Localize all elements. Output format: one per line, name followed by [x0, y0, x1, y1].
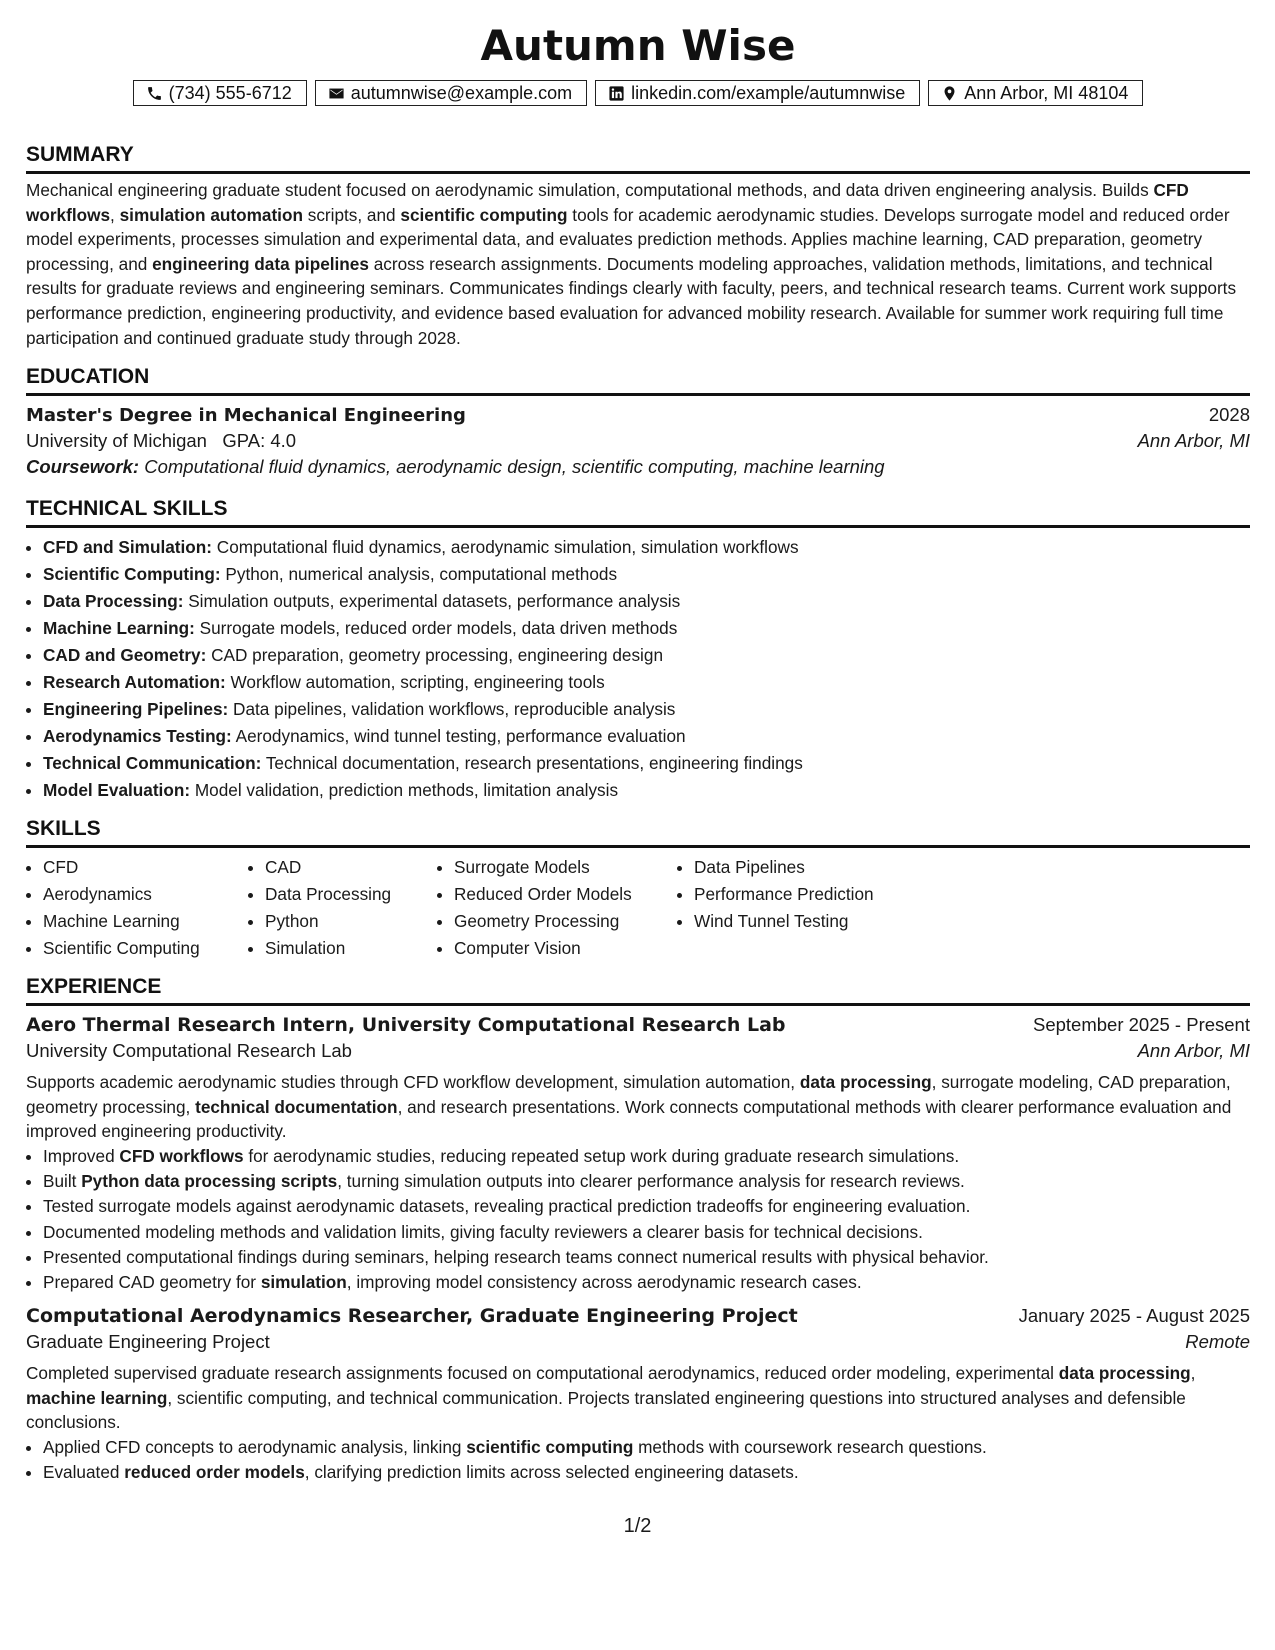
job-bullet-bold: simulation	[260, 1271, 347, 1292]
skill-item: • CFD	[43, 854, 248, 881]
gpa: GPA: 4.0	[222, 430, 297, 452]
technical-skill-item	[43, 696, 1250, 723]
skill-item: • Reduced Order Models	[454, 881, 677, 908]
job-dates: September 2025 - Present	[1033, 1014, 1250, 1036]
job-bullet-bold: CFD workflows	[119, 1145, 244, 1166]
skills-grid	[26, 854, 1250, 962]
skill-item: • Aerodynamics	[43, 881, 248, 908]
technical-skills-heading: TECHNICAL SKILLS	[26, 496, 1250, 528]
degree-row	[26, 404, 1250, 426]
job-bullet-bold: Python data processing scripts	[81, 1171, 338, 1192]
job-bullet	[43, 1144, 1250, 1169]
experience-section	[26, 974, 1250, 1485]
job-bullet-bold: reduced order models	[124, 1462, 305, 1483]
skill-category: Scientific Computing:	[43, 564, 221, 585]
summary-text: across research assignments. Documents modeling approaches, validation methods, limitations, and technical results for graduate reviews and engineering seminars. Communicates findings clearly with faculty, peers, and technical research teams. Current work supports performance prediction, engineering productivity, and evidence based evaluation for advanced mobility research. Available for summer work requiring full time participation and continued graduate study through 2028.	[26, 253, 1237, 348]
technical-skill-item	[43, 750, 1250, 777]
phone-icon	[146, 85, 163, 102]
skills-heading: SKILLS	[26, 816, 1250, 848]
job-summary-bold: technical documentation	[195, 1096, 398, 1117]
job-location: Ann Arbor, MI	[1137, 1040, 1250, 1062]
skill-category: Aerodynamics Testing:	[43, 726, 232, 747]
phone-text: (734) 555-6712	[168, 82, 292, 103]
skills-section	[26, 816, 1250, 962]
skill-category: CFD and Simulation:	[43, 537, 213, 558]
job-bullet-text: Evaluated	[43, 1462, 125, 1483]
degree-name: Master's Degree in Mechanical Engineering	[26, 405, 466, 427]
skills-column	[677, 854, 924, 962]
technical-skill-item	[43, 588, 1250, 615]
job-organization: Graduate Engineering Project	[26, 1331, 270, 1353]
job-header	[26, 1014, 1250, 1036]
skill-item: • Machine Learning	[43, 908, 248, 935]
email-contact[interactable]	[315, 80, 587, 106]
job-bullet-text: methods with coursework research questions.	[633, 1436, 987, 1457]
summary-text	[26, 178, 1250, 350]
graduation-year: 2028	[1208, 404, 1250, 426]
technical-skill-item	[43, 642, 1250, 669]
summary-text: Mechanical engineering graduate student focused on aerodynamic simulation, computational methods, and data driven engineering analysis. Builds	[26, 180, 1154, 200]
job-bullet-text: , improving model consistency across aerodynamic research cases.	[346, 1271, 862, 1292]
technical-skill-item	[43, 777, 1250, 804]
job-org-row	[26, 1040, 1250, 1062]
technical-skill-item	[43, 561, 1250, 588]
education-section	[26, 364, 1250, 478]
job-bullet-text: Presented computational findings during seminars, helping research teams connect numerical results with physical behavior.	[43, 1246, 989, 1267]
summary-bold: scientific computing	[400, 204, 568, 225]
summary-section	[26, 142, 1250, 350]
skill-category: Data Processing:	[43, 591, 184, 612]
skill-item: • Geometry Processing	[454, 908, 677, 935]
skill-details: Technical documentation, research presentations, engineering findings	[261, 753, 803, 774]
coursework-list: Computational fluid dynamics, aerodynamic design, scientific computing, machine learning	[144, 456, 885, 478]
education-heading: EDUCATION	[26, 364, 1250, 396]
skill-item: • Data Pipelines	[694, 854, 924, 881]
map-pin-icon	[941, 85, 958, 102]
resume-page	[26, 20, 1250, 1485]
skill-details: Surrogate models, reduced order models, data driven methods	[194, 618, 678, 639]
skill-item: • Python	[265, 908, 437, 935]
linkedin-text: linkedin.com/example/autumnwise	[631, 82, 906, 103]
email-text: autumnwise@example.com	[350, 82, 573, 103]
skill-item: • Wind Tunnel Testing	[694, 908, 924, 935]
job-summary-text: ,	[1190, 1363, 1196, 1384]
job-title: Computational Aerodynamics Researcher, Graduate Engineering Project	[26, 1305, 798, 1328]
skill-item: • Performance Prediction	[694, 881, 924, 908]
location-contact	[928, 80, 1143, 106]
skill-category: Technical Communication:	[43, 753, 262, 774]
skills-column	[248, 854, 437, 962]
job-bullet-text: Improved	[43, 1145, 120, 1166]
experience-heading: EXPERIENCE	[26, 974, 1250, 1006]
envelope-icon	[328, 85, 345, 102]
school-name: University of Michigan	[26, 430, 207, 452]
linkedin-contact[interactable]	[595, 80, 920, 106]
job-summary-text: , surrogate modeling, CAD preparation, geometry processing,	[26, 1072, 1231, 1117]
job-entry	[26, 1014, 1250, 1295]
job-summary-bold: data processing	[1058, 1363, 1191, 1384]
skill-category: Machine Learning:	[43, 618, 195, 639]
skill-details: Aerodynamics, wind tunnel testing, performance evaluation	[231, 726, 686, 747]
job-bullet	[43, 1220, 1250, 1245]
school-info	[26, 430, 296, 452]
job-summary	[26, 1070, 1250, 1144]
skills-column	[437, 854, 677, 962]
candidate-name: Autumn Wise	[480, 21, 796, 70]
summary-text: scripts, and	[302, 204, 401, 225]
skill-item: • Surrogate Models	[454, 854, 677, 881]
skill-details: CAD preparation, geometry processing, engineering design	[206, 645, 663, 666]
skill-item: • Data Processing	[265, 881, 437, 908]
job-bullet-text: for aerodynamic studies, reducing repeated setup work during graduate research simulations.	[243, 1145, 960, 1166]
skill-item: • CAD	[265, 854, 437, 881]
job-bullet	[43, 1460, 1250, 1485]
job-bullet	[43, 1270, 1250, 1295]
technical-skills-section	[26, 496, 1250, 804]
skill-item: • Scientific Computing	[43, 935, 248, 962]
job-location: Remote	[1185, 1331, 1250, 1353]
job-summary-text: Completed supervised graduate research assignments focused on computational aerodynamics, reduced order modeling, experimental	[26, 1363, 1059, 1384]
skill-item: • Simulation	[265, 935, 437, 962]
summary-bold: CFD workflows	[26, 180, 1189, 225]
job-summary-text: Supports academic aerodynamic studies through CFD workflow development, simulation automation,	[26, 1072, 800, 1093]
job-summary-bold: machine learning	[26, 1387, 168, 1408]
job-bullets	[26, 1144, 1250, 1295]
contact-row	[26, 80, 1250, 106]
job-summary-bold: data processing	[799, 1072, 932, 1093]
technical-skills-list	[26, 534, 1250, 804]
summary-bold: simulation automation	[119, 204, 303, 225]
jobs-list	[26, 1014, 1250, 1485]
technical-skill-item	[43, 615, 1250, 642]
school-location: Ann Arbor, MI	[1137, 430, 1250, 452]
job-bullet	[43, 1194, 1250, 1219]
skill-category: Research Automation:	[43, 672, 226, 693]
skill-details: Workflow automation, scripting, engineering tools	[225, 672, 605, 693]
technical-skill-item	[43, 534, 1250, 561]
job-header	[26, 1305, 1250, 1327]
job-bullet-text: Tested surrogate models against aerodynamic datasets, revealing practical prediction tradeoffs for engineering evaluation.	[43, 1196, 971, 1217]
job-bullet	[43, 1245, 1250, 1270]
linkedin-icon	[608, 85, 625, 102]
job-entry	[26, 1305, 1250, 1485]
job-bullet	[43, 1435, 1250, 1460]
skill-category: CAD and Geometry:	[43, 645, 207, 666]
job-org-row	[26, 1331, 1250, 1353]
school-row	[26, 430, 1250, 452]
summary-text: tools for academic aerodynamic studies. Develops surrogate model and reduced order model experiments, processes simulation and experimental data, and evaluates prediction methods. Applies machine learning, CAD preparation, geometry processing, and	[26, 204, 1230, 274]
job-bullet-text: Applied CFD concepts to aerodynamic analysis, linking	[43, 1436, 467, 1457]
coursework-label: Coursework:	[26, 456, 140, 478]
job-summary-text: , and research presentations. Work connects computational methods with clearer performance evaluation and improved engineering productivity.	[26, 1096, 1232, 1142]
skill-details: Data pipelines, validation workflows, reproducible analysis	[228, 699, 676, 720]
skills-column	[26, 854, 248, 962]
job-bullet-text: Documented modeling methods and validation limits, giving faculty reviewers a clearer basis for technical decisions.	[43, 1221, 923, 1242]
job-bullet-text: Built	[43, 1171, 82, 1192]
job-organization: University Computational Research Lab	[26, 1040, 352, 1062]
skill-details: Model validation, prediction methods, limitation analysis	[190, 780, 619, 801]
skill-category: Engineering Pipelines:	[43, 699, 229, 720]
summary-text: ,	[110, 204, 120, 225]
job-bullet-bold: scientific computing	[466, 1436, 634, 1457]
job-summary-text: , scientific computing, and technical communication. Projects translated engineering questions into structured analyses and defensible conclusions.	[26, 1387, 1186, 1433]
job-bullet	[43, 1169, 1250, 1194]
skill-item: • Computer Vision	[454, 935, 677, 962]
skill-details: Computational fluid dynamics, aerodynamic simulation, simulation workflows	[212, 537, 799, 558]
page-number: 1/2	[623, 1515, 652, 1537]
job-summary	[26, 1361, 1250, 1435]
skill-details: Python, numerical analysis, computational methods	[220, 564, 618, 585]
technical-skill-item	[43, 669, 1250, 696]
job-bullet-text: Prepared CAD geometry for	[43, 1271, 261, 1292]
skill-details: Simulation outputs, experimental datasets, performance analysis	[183, 591, 681, 612]
skill-category: Model Evaluation:	[43, 780, 191, 801]
phone-contact[interactable]	[133, 80, 307, 106]
location-text: Ann Arbor, MI 48104	[964, 82, 1129, 103]
technical-skill-item	[43, 723, 1250, 750]
job-bullets	[26, 1435, 1250, 1485]
job-dates: January 2025 - August 2025	[1018, 1305, 1250, 1327]
job-title: Aero Thermal Research Intern, University Computational Research Lab	[26, 1014, 786, 1037]
job-bullet-text: , clarifying prediction limits across selected engineering datasets.	[304, 1462, 799, 1483]
summary-bold: engineering data pipelines	[152, 253, 369, 274]
summary-heading: SUMMARY	[26, 142, 1250, 174]
coursework	[26, 456, 1250, 478]
job-bullet-text: , turning simulation outputs into clearer performance analysis for research reviews.	[337, 1171, 965, 1192]
